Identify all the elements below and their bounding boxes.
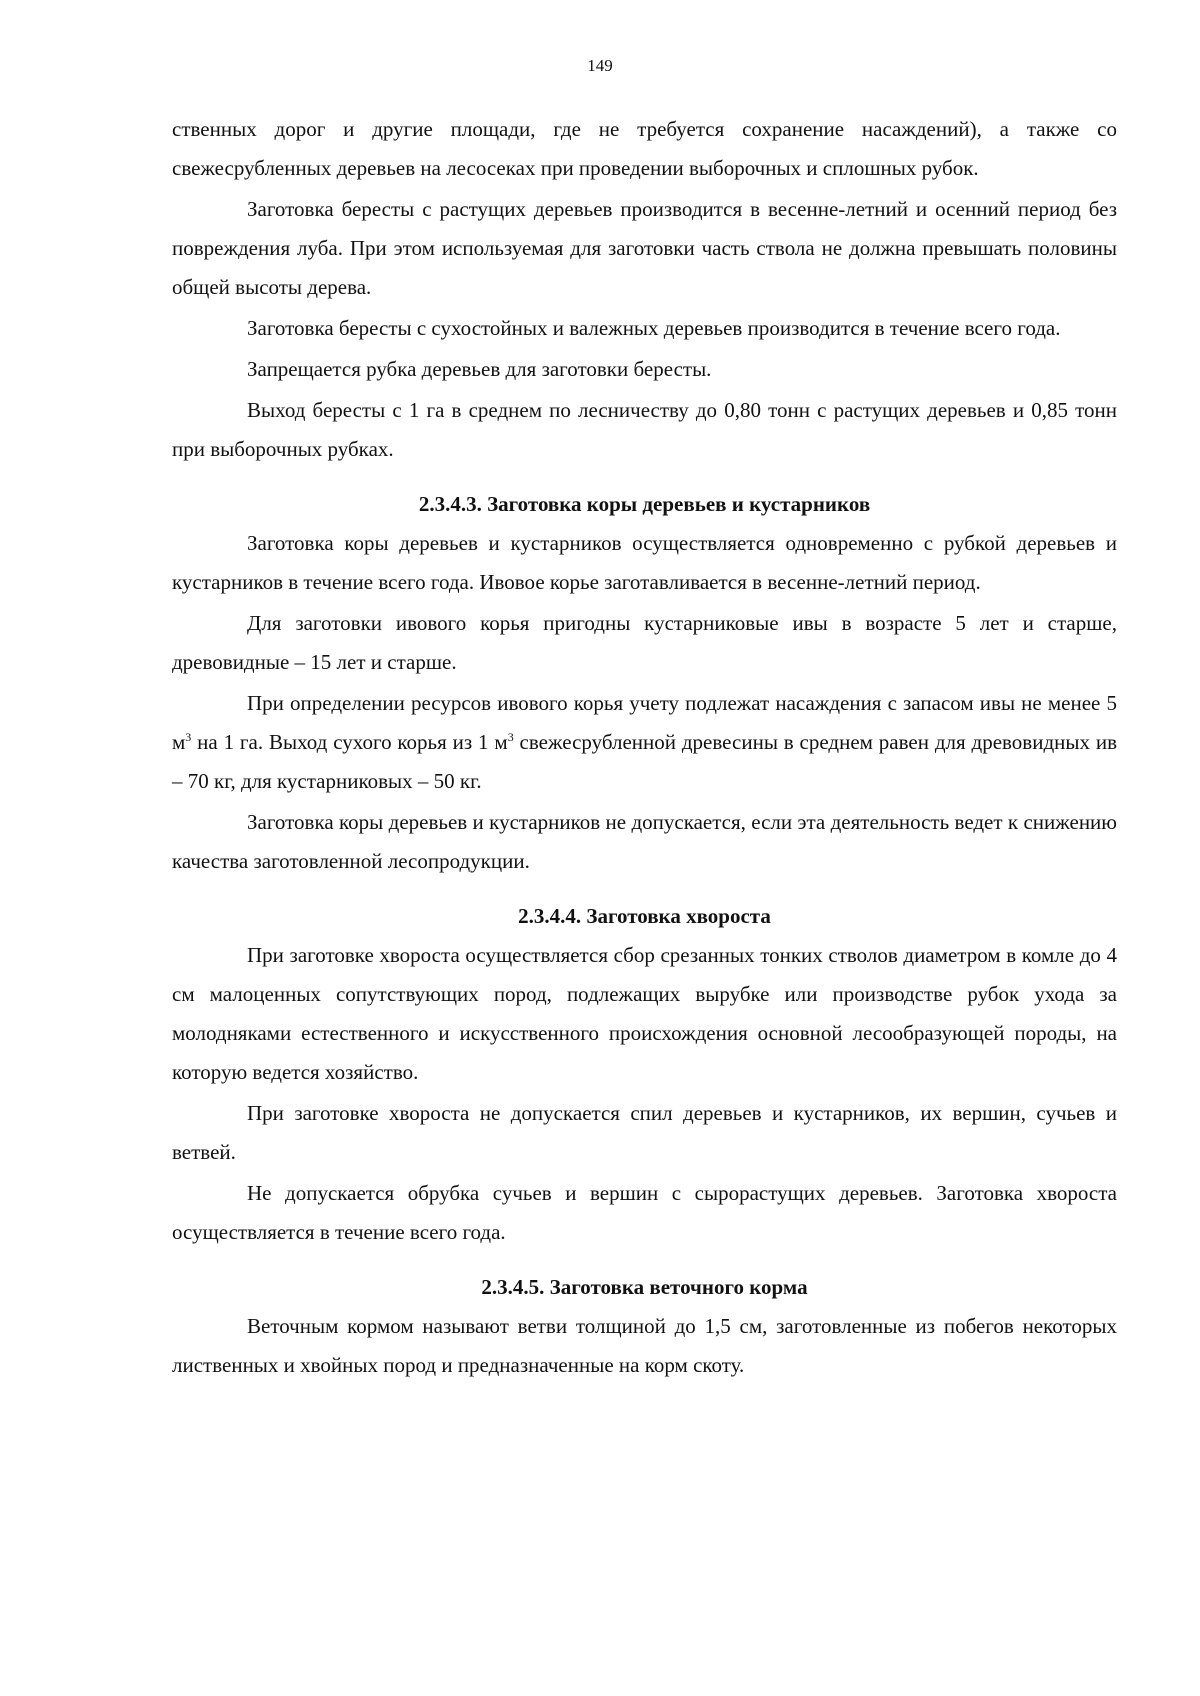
paragraph: Заготовка коры деревьев и кустарников не допускается, если эта деятельность ведет к снижению качества заготовленной лесопродукции. [172,810,1117,873]
paragraph: Не допускается обрубка сучьев и вершин с сырорастущих деревьев. Заготовка хвороста осуществляется в течение всего года. [172,1181,1117,1244]
section-heading: 2.3.4.4. Заготовка хвороста [518,904,771,928]
paragraph: При заготовке хвороста осуществляется сбор срезанных тонких стволов диаметром в комле до 4 см малоценных сопутствующих пород, подлежащих вырубке или производстве рубок ухода за молодняками естественного и искусственного происхождения основной лесообразующей породы, на которую ведется хозяйство. [172,943,1117,1084]
paragraph [172,684,1117,801]
paragraph: ственных дорог и другие площади, где не требуется сохранение насаждений), а также со свежесрубленных деревьев на лесосеках при проведении выборочных и сплошных рубок. [172,117,1117,180]
paragraph: При заготовке хвороста не допускается спил деревьев и кустарников, их вершин, сучьев и ветвей. [172,1101,1117,1164]
section-heading: 2.3.4.3. Заготовка коры деревьев и кустарников [418,492,871,516]
section-heading: 2.3.4.5. Заготовка веточного корма [481,1275,808,1299]
document-body [172,110,1117,1387]
page-number: 149 [587,56,613,75]
paragraph-text: свежесрубленной древесины в среднем равен для древовидных ив – 70 кг, для кустарниковых – 50 кг. [172,730,1117,793]
paragraph-text: на 1 га. Выход сухого корья из 1 м [191,730,508,754]
superscript: 3 [185,730,192,744]
paragraph: Заготовка бересты с сухостойных и валежных деревьев производится в течение всего года. [247,316,1061,340]
paragraph: Заготовка коры деревьев и кустарников осуществляется одновременно с рубкой деревьев и кустарников в течение всего года. Ивовое корье заготавливается в весенне-летний период. [172,531,1117,594]
paragraph: Для заготовки ивового корья пригодны кустарниковые ивы в возрасте 5 лет и старше, древовидные – 15 лет и старше. [172,611,1117,674]
paragraph: Заготовка бересты с растущих деревьев производится в весенне-летний и осенний период без повреждения луба. При этом используемая для заготовки часть ствола не должна превышать половины общей высоты дерева. [172,197,1117,299]
paragraph: Запрещается рубка деревьев для заготовки бересты. [247,357,712,381]
paragraph: Веточным кормом называют ветви толщиной до 1,5 см, заготовленные из побегов некоторых лиственных и хвойных пород и предназначенные на корм скоту. [172,1314,1117,1377]
paragraph-text: При определении ресурсов ивового корья учету подлежат насаждения с запасом ивы не менее 5 м [172,691,1117,754]
paragraph: Выход бересты с 1 га в среднем по лесничеству до 0,80 тонн с растущих деревьев и 0,85 тонн при выборочных рубках. [172,398,1117,461]
superscript: 3 [507,730,514,744]
